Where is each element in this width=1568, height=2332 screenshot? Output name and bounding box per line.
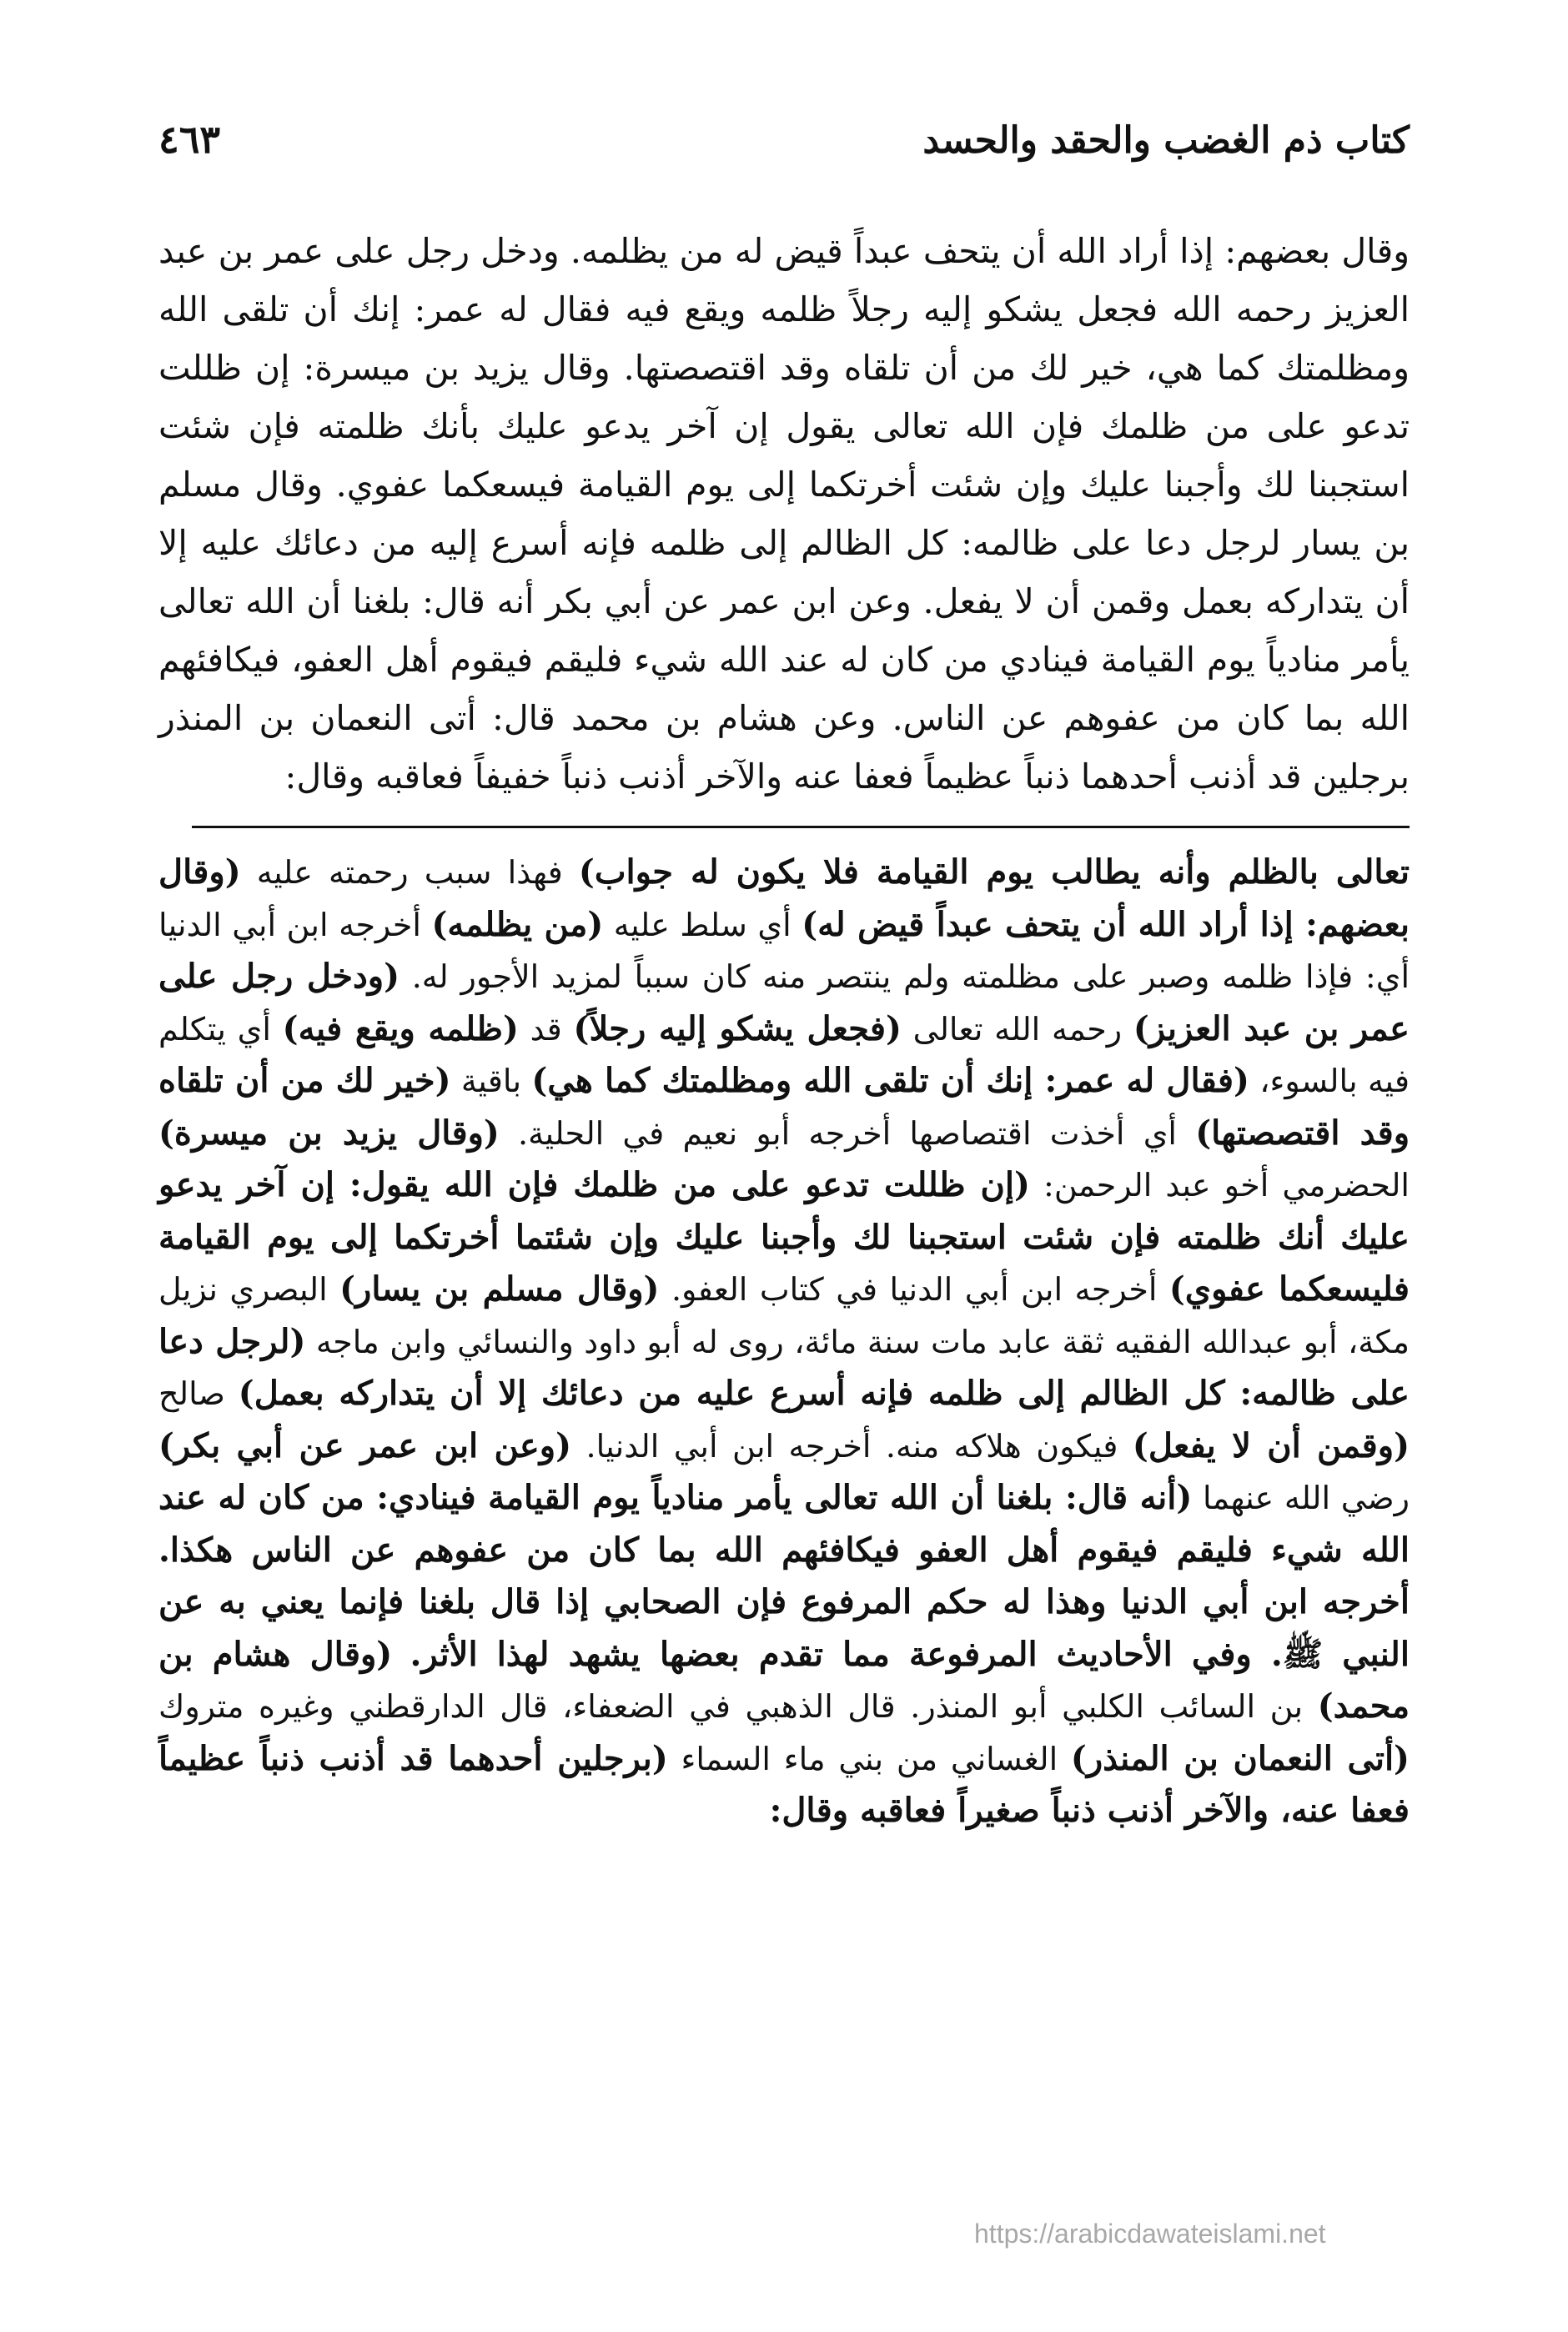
commentary-quoted-run: (لرجل دعا على ظالمه: كل الظالم إلى ظلمه فإنه أسرع عليه من دعائك إلا أن يتداركه بعمل) (158, 1321, 1410, 1413)
commentary-gloss-run: فهذا سبب رحمته عليه (240, 854, 579, 891)
commentary-quoted-run: (وقمن أن لا يفعل) (1132, 1425, 1410, 1465)
commentary-gloss-run: باقية (450, 1063, 532, 1099)
commentary-quoted-run: (من يظلمه) (431, 904, 604, 944)
commentary-gloss-run: أخرجه ابن أبي الدنيا في كتاب العفو. (659, 1271, 1169, 1308)
commentary-quoted-run: (ودخل رجل على عمر بن عبد العزيز) (158, 957, 1410, 1048)
commentary-gloss-run: بن السائب الكلبي أبو المنذر. قال الذهبي في الضعفاء، قال الدارقطني وغيره متروك (158, 1688, 1318, 1725)
watermark: https://arabicdawateislami.net (974, 2219, 1326, 2249)
commentary-quoted-run: (فقال له عمر: إنك أن تلقى الله ومظلمتك كما هي) (531, 1061, 1249, 1100)
running-head: كتاب ذم الغضب والحقد والحسد (922, 119, 1410, 162)
commentary-gloss-run: أي سلط عليه (603, 906, 802, 943)
commentary-quoted-run: (وقال هشام بن محمد) (158, 1634, 1410, 1726)
commentary-gloss-run: قد (518, 1010, 574, 1048)
commentary-gloss-run (392, 1636, 410, 1673)
commentary-gloss-run: رضي الله عنهما (1192, 1480, 1410, 1516)
commentary-quoted-run: (برجلين أحدهما قد أذنب ذنباً عظيماً فعفا عنه، والآخر أذنب ذنباً صغيراً فعاقبه وقال: (158, 1738, 1410, 1830)
commentary-gloss-run: البصري نزيل مكة، أبو عبدالله الفقيه ثقة عابد مات سنة مائة، روى له أبو داود والنسائي وابن ماجه (158, 1271, 1410, 1360)
commentary-quoted-run: (فجعل يشكو إليه رجلاً) (573, 1008, 902, 1048)
commentary-quoted-run: (أتى النعمان بن المنذر) (1070, 1738, 1410, 1778)
commentary (158, 847, 1410, 1837)
footnote-divider (192, 826, 1410, 828)
commentary-quoted-run: (وقال يزيد بن ميسرة) (158, 1113, 500, 1153)
book-page (158, 117, 1410, 2252)
commentary-quoted-run: (وعن ابن عمر عن أبي بكر) (158, 1425, 572, 1465)
commentary-quoted-run: (ظلمه ويقع فيه) (282, 1008, 519, 1048)
main-text: وقال بعضهم: إذا أراد الله أن يتحف عبداً قيض له من يظلمه. ودخل رجل على عمر بن عبد العزيز رحمه الله فجعل يشكو إليه رجلاً ظلمه ويقع فيه فقال له عمر: إنك أن تلقى الله ومظلمتك كما هي، خير لك من أن تلقاه وقد اقتصصتها. وقال يزيد بن ميسرة: إن ظللت تدعو على من ظلمك فإن الله تعالى يقول إن آخر يدعو عليك بأنك ظلمته فإن شئت استجبنا لك وأجبنا عليك وإن شئت أخرتكما إلى يوم القيامة فيسعكما عفوي. وقال مسلم بن يسار لرجل دعا على ظالمه: كل الظالم إلى ظلمه فإنه أسرع إليه من دعائك عليه إلا أن يتداركه بعمل وقمن أن لا يفعل. وعن ابن عمر عن أبي بكر أنه قال: بلغنا أن الله تعالى يأمر منادياً يوم القيامة فينادي من كان له عند الله شيء فليقم فيقوم أهل العفو، فيكافئهم الله بما كان من عفوهم عن الناس. وعن هشام بن محمد قال: أتى النعمان بن المنذر برجلين قد أذنب أحدهما ذنباً عظيماً فعفا عنه والآخر أذنب ذنباً خفيفاً فعاقبه وقال: (158, 231, 1410, 797)
commentary-quoted-run: (إن ظللت تدعو على من ظلمك فإن الله يقول: إن آخر يدعو عليك أنك ظلمته فإن شئت استجبنا لك وأجبنا عليك وإن شئتما أخرتكما إلى يوم القيامة فليسعكما عفوي) (158, 1165, 1410, 1309)
commentary-gloss-run: أي يتكلم فيه بالسوء، (158, 1010, 1410, 1099)
page-number: ٤٦٣ (158, 117, 221, 162)
commentary-gloss-run: أخرجه ابن أبي الدنيا أي: فإذا ظلمه وصبر على مظلمته ولم ينتصر منه كان سبباً لمزيد الأجور له. (158, 906, 1410, 995)
page-header (158, 117, 1410, 192)
commentary-quoted-run: (وقال بعضهم: إذا أراد الله أن يتحف عبداً قيض له) (158, 852, 1410, 944)
commentary-gloss-run: صالح (158, 1375, 239, 1412)
commentary-quoted-run: (وقال مسلم بن يسار) (339, 1269, 660, 1309)
commentary-quoted-run: تعالى بالظلم وأنه يطالب يوم القيامة فلا يكون له جواب) (578, 852, 1410, 892)
commentary-gloss-run: رحمه الله تعالى (901, 1010, 1133, 1048)
commentary-gloss-run: الحضرمي أخو عبد الرحمن: (1029, 1167, 1410, 1204)
commentary-gloss-run: فيكون هلاكه منه. أخرجه ابن أبي الدنيا. (571, 1427, 1133, 1465)
commentary-gloss-run: الغساني من بني ماء السماء (667, 1740, 1071, 1777)
commentary-quoted-run: (أنه قال: بلغنا أن الله تعالى يأمر منادياً يوم القيامة فينادي: من كان له عند الله شيء فليقم فيقوم أهل العفو فيكافئهم الله بما كان من عفوهم عن الناس هكذا. أخرجه ابن أبي الدنيا وهذا له حكم المرفوع فإن الصحابي إذا قال بلغنا فإنما يعني به عن النبي ﷺ. وفي الأحاديث المرفوعة مما تقدم بعضها يشهد لهذا الأثر. (158, 1478, 1410, 1674)
commentary-gloss-run: أي أخذت اقتصاصها أخرجه أبو نعيم في الحلية. (499, 1114, 1196, 1152)
commentary-quoted-run: (خير لك من أن تلقاه وقد اقتصصتها) (158, 1061, 1410, 1153)
